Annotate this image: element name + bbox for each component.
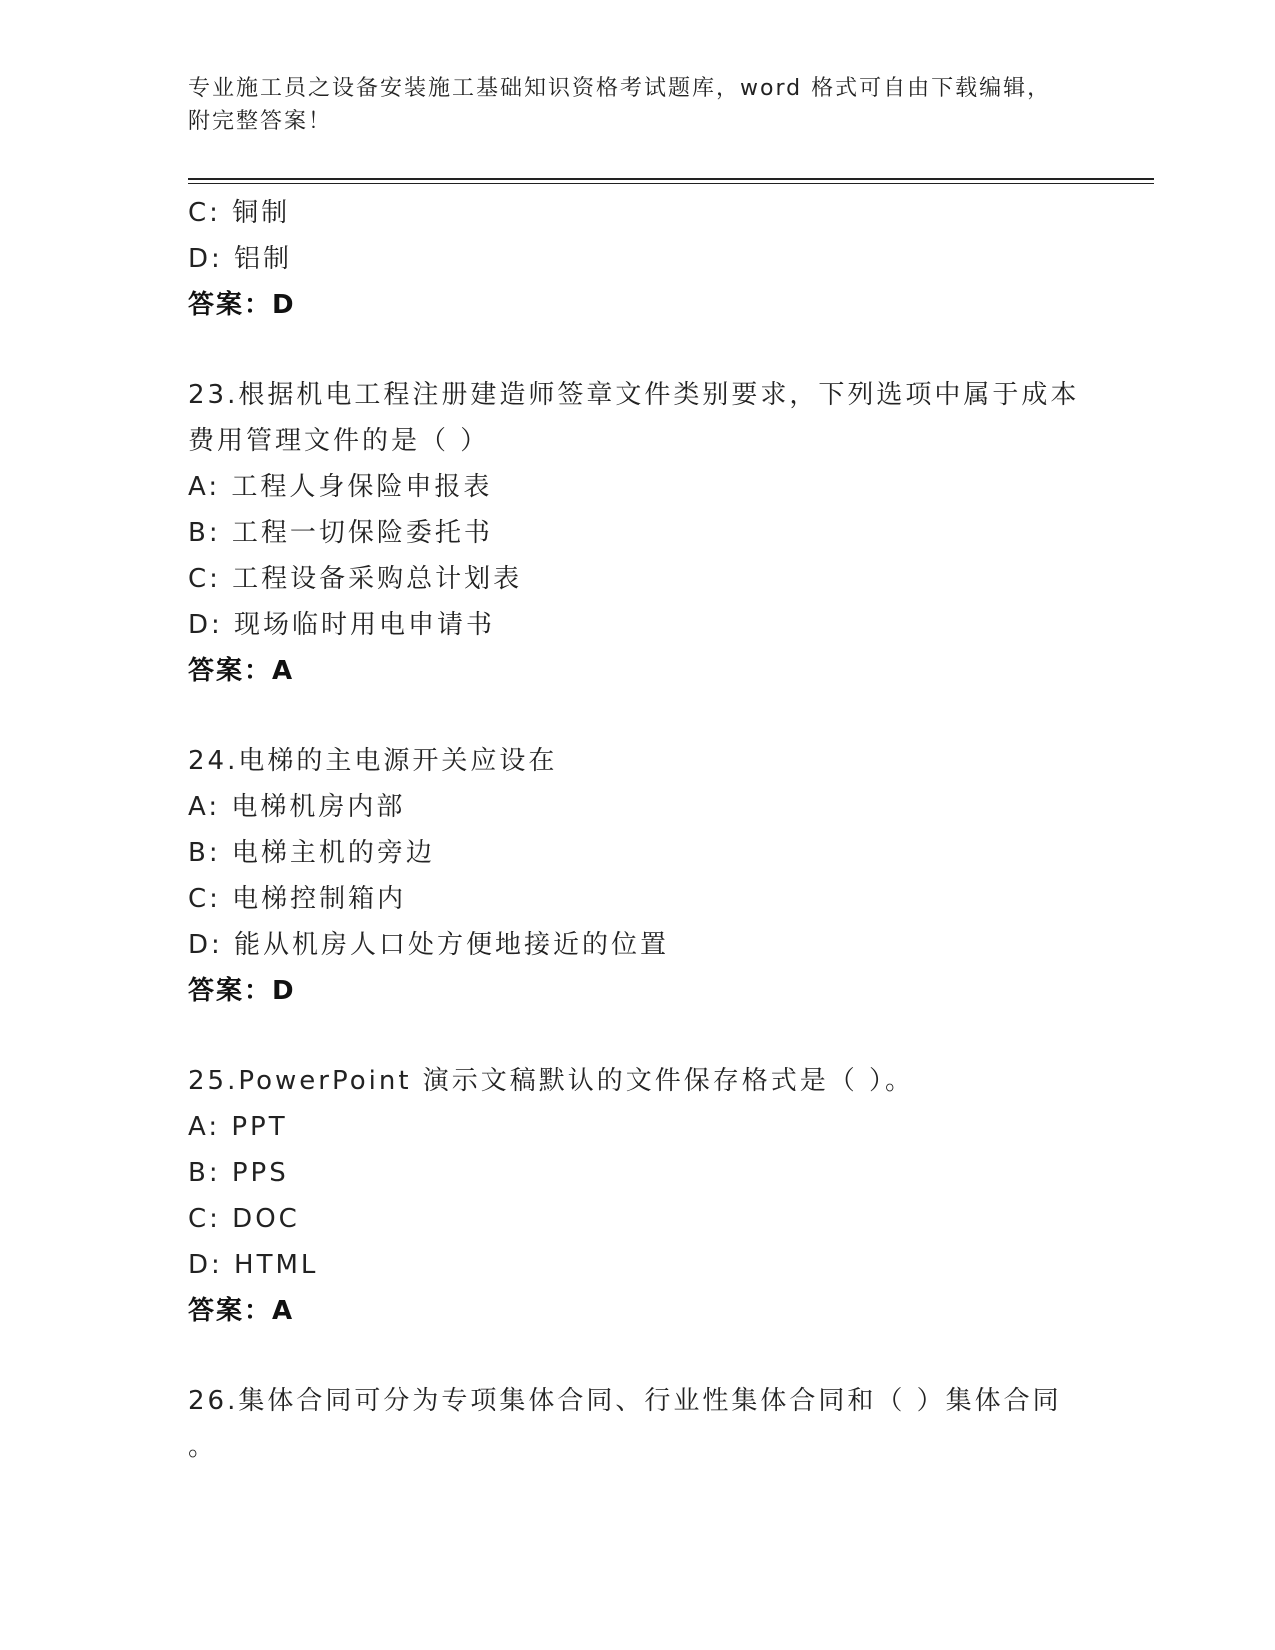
option-d: D: HTML	[188, 1250, 319, 1280]
question-stem-line: 26.集体合同可分为专项集体合同、行业性集体合同和（ ）集体合同	[188, 1386, 1062, 1416]
question-26	[188, 1378, 1128, 1470]
answer-label: 答案：D	[188, 976, 296, 1006]
header-divider-thin	[188, 183, 1154, 184]
question-stem-line: 。	[188, 1432, 218, 1462]
option-c: C: 电梯控制箱内	[188, 884, 407, 914]
option-b: B: 电梯主机的旁边	[188, 838, 435, 868]
question-stem-line: 23.根据机电工程注册建造师签章文件类别要求，下列选项中属于成本	[188, 380, 1080, 410]
option-c: C: 工程设备采购总计划表	[188, 564, 523, 594]
question-24	[188, 738, 1128, 1014]
question-content	[188, 190, 1128, 1470]
carryover-block	[188, 190, 1128, 328]
answer-label: 答案：A	[188, 1296, 295, 1326]
option-c: C: 铜制	[188, 198, 291, 228]
option-a: A: PPT	[188, 1112, 288, 1142]
question-23	[188, 372, 1128, 694]
question-stem-line: 25.PowerPoint 演示文稿默认的文件保存格式是（ ）。	[188, 1066, 915, 1096]
answer-label: 答案：A	[188, 656, 295, 686]
header-line-1: 专业施工员之设备安装施工基础知识资格考试题库，word 格式可自由下载编辑，	[188, 76, 1052, 101]
option-a: A: 工程人身保险申报表	[188, 472, 493, 502]
question-stem-line: 24.电梯的主电源开关应设在	[188, 746, 558, 776]
option-d: D: 铝制	[188, 244, 293, 274]
document-header	[188, 72, 1108, 138]
option-b: B: PPS	[188, 1158, 289, 1188]
option-b: B: 工程一切保险委托书	[188, 518, 493, 548]
answer-label: 答案：D	[188, 290, 296, 320]
option-a: A: 电梯机房内部	[188, 792, 406, 822]
header-divider-thick	[188, 178, 1154, 180]
option-c: C: DOC	[188, 1204, 300, 1234]
option-d: D: 现场临时用电申请书	[188, 610, 496, 640]
option-d: D: 能从机房人口处方便地接近的位置	[188, 930, 670, 960]
question-stem-line: 费用管理文件的是（ ）	[188, 426, 490, 456]
header-line-2: 附完整答案！	[188, 109, 333, 134]
question-25	[188, 1058, 1128, 1334]
